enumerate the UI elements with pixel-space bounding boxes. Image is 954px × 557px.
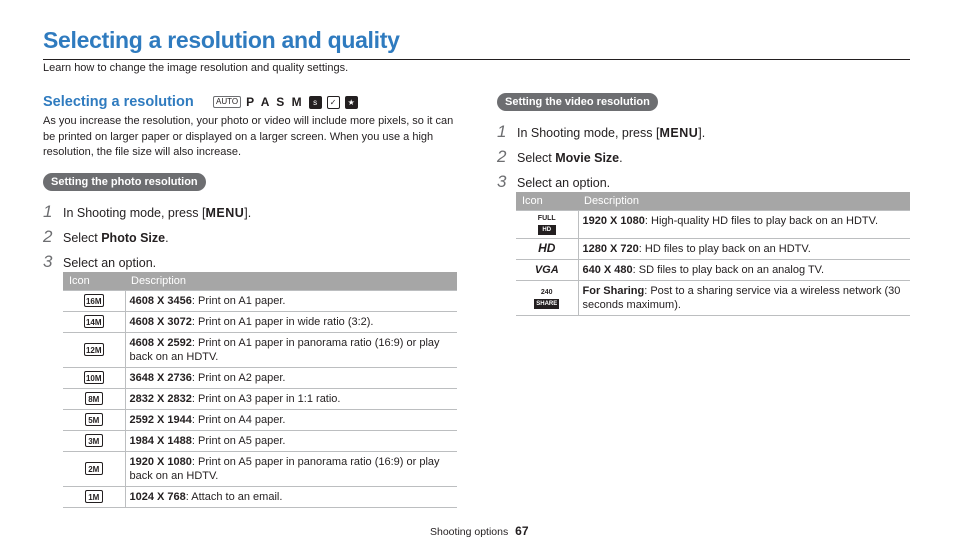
step-text: In Shooting mode, press [MENU]. [517,126,706,140]
step-number: 3 [497,172,507,191]
step-number: 3 [43,252,53,271]
table-row [63,452,457,487]
video-icon-cell [516,211,578,239]
section-heading: Selecting a resolution [43,94,194,110]
video-step-3 [497,172,610,192]
step-text: Select Photo Size. [63,231,169,245]
photo-resolution-table [63,272,457,508]
resolution-icon: 10M [84,371,104,384]
video-icon-cell [516,239,578,260]
auto-mode-icon: AUTO [213,96,241,108]
pasm-mode-icons: P A S M [246,95,304,109]
resolution-description: 2832 X 2832: Print on A3 paper in 1:1 ratio. [125,389,457,410]
resolution-icon-cell [63,291,125,312]
table-header-description: Description [578,192,910,211]
photo-step-2 [43,227,169,247]
video-size-description: 1920 X 1080: High-quality HD files to play back on an HDTV. [578,211,910,239]
smart-mode-icon: s [309,96,322,109]
resolution-description: 2592 X 1944: Print on A4 paper. [125,410,457,431]
mode-icons [213,95,358,109]
video-resolution-pill: Setting the video resolution [497,93,658,111]
video-size-description: 1280 X 720: HD files to play back on an HDTV. [578,239,910,260]
resolution-icon: 5M [85,413,103,426]
photo-step-1 [43,202,251,222]
step-number: 1 [497,122,507,141]
video-icon-cell [516,281,578,316]
video-step-2 [497,147,623,167]
resolution-icon-cell [63,312,125,333]
table-header-icon: Icon [516,192,578,211]
dual-mode-icon: ★ [345,96,358,109]
table-row [63,487,457,508]
resolution-icon: 14M [84,315,104,328]
resolution-icon: 8M [85,392,103,405]
table-row [516,239,910,260]
video-size-icon: FULL HD [537,215,556,233]
step-text: Select an option. [517,176,611,190]
step-text: In Shooting mode, press [MENU]. [63,206,252,220]
resolution-description: 1984 X 1488: Print on A5 paper. [125,431,457,452]
resolution-icon-cell [63,487,125,508]
resolution-description: 3648 X 2736: Print on A2 paper. [125,368,457,389]
table-row [63,389,457,410]
video-resolution-table [516,192,910,316]
table-row [63,368,457,389]
resolution-icon-cell [63,410,125,431]
resolution-icon-cell [63,333,125,368]
table-row [516,211,910,239]
page-intro: Learn how to change the image resolution and quality settings. [43,62,349,74]
resolution-description: 4608 X 2592: Print on A1 paper in panorama ratio (16:9) or play back on an HDTV. [125,333,457,368]
table-row [63,431,457,452]
resolution-icon: 1M [85,490,103,503]
resolution-icon-cell [63,431,125,452]
video-size-description: For Sharing: Post to a sharing service via a wireless network (30 seconds maximum). [578,281,910,316]
resolution-icon-cell [63,452,125,487]
video-size-icon: HD [538,241,556,255]
step-number: 2 [497,147,507,166]
photo-resolution-pill: Setting the photo resolution [43,173,206,191]
step-text: Select Movie Size. [517,151,623,165]
resolution-icon: 3M [85,434,103,447]
step-number: 1 [43,202,53,221]
video-icon-cell [516,260,578,281]
resolution-icon: 16M [84,294,104,307]
section-description: As you increase the resolution, your photo or video will include more pixels, so it can be printed on larger paper or displayed on a larger screen. When you use a high resolution, the file size will also increase. [43,115,454,158]
resolution-description: 4608 X 3072: Print on A1 paper in wide ratio (3:2). [125,312,457,333]
table-row [63,312,457,333]
video-size-icon: 240 SHARE [536,288,558,307]
table-row [63,291,457,312]
resolution-icon: 2M [85,462,103,475]
resolution-description: 4608 X 3456: Print on A1 paper. [125,291,457,312]
resolution-description: 1024 X 768: Attach to an email. [125,487,457,508]
table-header-description: Description [125,272,457,291]
video-step-1 [497,122,705,142]
resolution-description: 1920 X 1080: Print on A5 paper in panorama ratio (16:9) or play back on an HDTV. [125,452,457,487]
table-row [63,410,457,431]
video-size-icon: VGA [534,264,559,276]
page-footer [430,524,529,538]
resolution-icon: 12M [84,343,104,356]
step-number: 2 [43,227,53,246]
step-text: Select an option. [63,256,157,270]
video-size-description: 640 X 480: SD files to play back on an analog TV. [578,260,910,281]
resolution-icon-cell [63,389,125,410]
page-number: 67 [515,524,529,538]
title-divider [43,59,910,60]
table-row [63,333,457,368]
footer-section-label: Shooting options [430,526,509,538]
scene-mode-icon: ✓ [327,96,340,109]
photo-step-3 [43,252,156,272]
table-row [516,260,910,281]
table-header-icon: Icon [63,272,125,291]
page-title: Selecting a resolution and quality [43,27,400,53]
table-row [516,281,910,316]
resolution-icon-cell [63,368,125,389]
